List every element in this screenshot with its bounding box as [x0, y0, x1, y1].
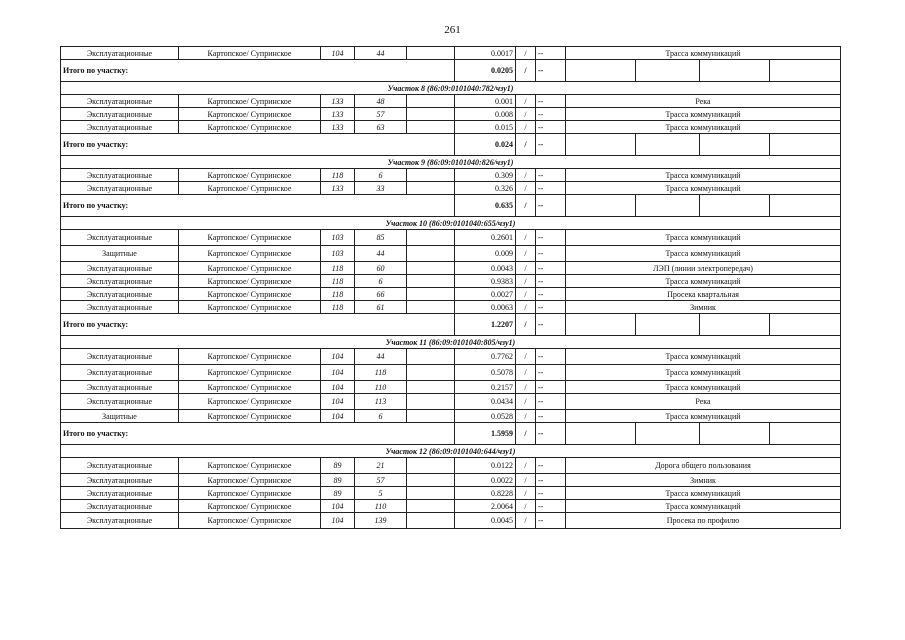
area-cell: 0.0045: [455, 513, 516, 529]
purpose-cell: Трасса коммуникаций: [566, 246, 841, 262]
empty-cell: [407, 246, 455, 262]
table-row: [61, 301, 841, 314]
vydel-cell: 61: [355, 301, 407, 314]
vydel-cell: 57: [355, 474, 407, 487]
location-cell: Картопское/ Супринское: [179, 381, 321, 394]
area-cell: 0.0434: [455, 394, 516, 410]
empty-cell: [566, 314, 636, 336]
location-cell: Картопское/ Супринское: [179, 410, 321, 423]
area-cell: 0.2601: [455, 230, 516, 246]
forest-plot-table: [60, 46, 841, 529]
subtotal-row: [61, 314, 841, 336]
kvartal-cell: 133: [321, 95, 355, 108]
extra-cell: --: [536, 134, 566, 156]
vydel-cell: 21: [355, 458, 407, 474]
separator-cell: /: [516, 513, 536, 529]
table-row: [61, 95, 841, 108]
purpose-cell: Трасса коммуникаций: [566, 410, 841, 423]
extra-cell: --: [536, 262, 566, 275]
empty-cell: [407, 95, 455, 108]
area-cell: 0.5078: [455, 365, 516, 381]
empty-cell: [566, 134, 636, 156]
vydel-cell: 66: [355, 288, 407, 301]
location-cell: Картопское/ Супринское: [179, 474, 321, 487]
kvartal-cell: 118: [321, 262, 355, 275]
separator-cell: /: [516, 365, 536, 381]
area-cell: 0.0528: [455, 410, 516, 423]
extra-cell: --: [536, 513, 566, 529]
extra-cell: --: [536, 47, 566, 60]
area-cell: 0.0027: [455, 288, 516, 301]
extra-cell: --: [536, 275, 566, 288]
empty-cell: [566, 60, 636, 82]
table-row: [61, 121, 841, 134]
section-title: Участок 9 (86:09:0101040:826/чзу1): [61, 156, 841, 169]
empty-cell: [636, 60, 700, 82]
extra-cell: --: [536, 458, 566, 474]
extra-cell: --: [536, 365, 566, 381]
vydel-cell: 110: [355, 381, 407, 394]
category-cell: Эксплуатационные: [61, 230, 179, 246]
category-cell: Эксплуатационные: [61, 288, 179, 301]
section-title: Участок 11 (86:09:0101040:805/чзу1): [61, 336, 841, 349]
empty-cell: [636, 134, 700, 156]
separator-cell: /: [516, 262, 536, 275]
subtotal-row: [61, 60, 841, 82]
area-cell: 2.0064: [455, 500, 516, 513]
separator-cell: /: [516, 394, 536, 410]
kvartal-cell: 104: [321, 381, 355, 394]
empty-cell: [407, 500, 455, 513]
table-row: [61, 500, 841, 513]
empty-cell: [636, 195, 700, 217]
separator-cell: /: [516, 169, 536, 182]
location-cell: Картопское/ Супринское: [179, 394, 321, 410]
table-row: [61, 487, 841, 500]
location-cell: Картопское/ Супринское: [179, 230, 321, 246]
category-cell: Эксплуатационные: [61, 474, 179, 487]
extra-cell: --: [536, 381, 566, 394]
section-title: Участок 12 (86:09:0101040:644/чзу1): [61, 445, 841, 458]
empty-cell: [407, 365, 455, 381]
kvartal-cell: 104: [321, 513, 355, 529]
kvartal-cell: 133: [321, 108, 355, 121]
subtotal-area: 0.024: [455, 134, 516, 156]
category-cell: Эксплуатационные: [61, 262, 179, 275]
vydel-cell: 139: [355, 513, 407, 529]
category-cell: Защитные: [61, 410, 179, 423]
separator-cell: /: [516, 108, 536, 121]
purpose-cell: Просека квартальная: [566, 288, 841, 301]
empty-cell: [407, 513, 455, 529]
extra-cell: --: [536, 410, 566, 423]
purpose-cell: Река: [566, 394, 841, 410]
empty-cell: [407, 182, 455, 195]
kvartal-cell: 104: [321, 349, 355, 365]
separator-cell: /: [516, 410, 536, 423]
empty-cell: [407, 169, 455, 182]
purpose-cell: Трасса коммуникаций: [566, 47, 841, 60]
category-cell: Эксплуатационные: [61, 513, 179, 529]
area-cell: 0.008: [455, 108, 516, 121]
table-row: [61, 169, 841, 182]
location-cell: Картопское/ Супринское: [179, 262, 321, 275]
kvartal-cell: 103: [321, 246, 355, 262]
kvartal-cell: 104: [321, 410, 355, 423]
section-header-row: [61, 336, 841, 349]
purpose-cell: Трасса коммуникаций: [566, 349, 841, 365]
category-cell: Эксплуатационные: [61, 95, 179, 108]
empty-cell: [407, 458, 455, 474]
separator-cell: /: [516, 458, 536, 474]
extra-cell: --: [536, 182, 566, 195]
table-row: [61, 474, 841, 487]
separator-cell: /: [516, 500, 536, 513]
empty-cell: [700, 423, 770, 445]
separator-cell: /: [516, 121, 536, 134]
table-row: [61, 275, 841, 288]
empty-cell: [700, 60, 770, 82]
kvartal-cell: 118: [321, 288, 355, 301]
table-row: [61, 513, 841, 529]
purpose-cell: Трасса коммуникаций: [566, 230, 841, 246]
section-header-row: [61, 156, 841, 169]
subtotal-label: Итого по участку:: [61, 60, 455, 82]
category-cell: Эксплуатационные: [61, 381, 179, 394]
table-body: [61, 47, 841, 529]
vydel-cell: 63: [355, 121, 407, 134]
purpose-cell: Дорога общего пользования: [566, 458, 841, 474]
location-cell: Картопское/ Супринское: [179, 288, 321, 301]
location-cell: Картопское/ Супринское: [179, 95, 321, 108]
kvartal-cell: 89: [321, 474, 355, 487]
area-cell: 0.0122: [455, 458, 516, 474]
table-row: [61, 365, 841, 381]
table-row: [61, 47, 841, 60]
separator-cell: /: [516, 60, 536, 82]
purpose-cell: Трасса коммуникаций: [566, 500, 841, 513]
kvartal-cell: 118: [321, 169, 355, 182]
location-cell: Картопское/ Супринское: [179, 275, 321, 288]
purpose-cell: Трасса коммуникаций: [566, 275, 841, 288]
kvartal-cell: 133: [321, 182, 355, 195]
kvartal-cell: 104: [321, 500, 355, 513]
subtotal-label: Итого по участку:: [61, 314, 455, 336]
section-title: Участок 8 (86:09:0101040:782/чзу1): [61, 82, 841, 95]
purpose-cell: Зимник: [566, 474, 841, 487]
extra-cell: --: [536, 423, 566, 445]
empty-cell: [407, 121, 455, 134]
area-cell: 0.2157: [455, 381, 516, 394]
vydel-cell: 118: [355, 365, 407, 381]
purpose-cell: Трасса коммуникаций: [566, 121, 841, 134]
extra-cell: --: [536, 349, 566, 365]
empty-cell: [636, 314, 700, 336]
section-header-row: [61, 82, 841, 95]
area-cell: 0.8228: [455, 487, 516, 500]
separator-cell: /: [516, 474, 536, 487]
empty-cell: [407, 275, 455, 288]
subtotal-label: Итого по участку:: [61, 423, 455, 445]
separator-cell: /: [516, 182, 536, 195]
area-cell: 0.0043: [455, 262, 516, 275]
table-row: [61, 108, 841, 121]
location-cell: Картопское/ Супринское: [179, 513, 321, 529]
category-cell: Эксплуатационные: [61, 108, 179, 121]
purpose-cell: Трасса коммуникаций: [566, 381, 841, 394]
empty-cell: [770, 314, 841, 336]
table-row: [61, 262, 841, 275]
separator-cell: /: [516, 195, 536, 217]
empty-cell: [700, 134, 770, 156]
separator-cell: /: [516, 47, 536, 60]
subtotal-row: [61, 195, 841, 217]
subtotal-area: 1.5959: [455, 423, 516, 445]
empty-cell: [407, 487, 455, 500]
vydel-cell: 113: [355, 394, 407, 410]
kvartal-cell: 89: [321, 458, 355, 474]
extra-cell: --: [536, 60, 566, 82]
subtotal-label: Итого по участку:: [61, 134, 455, 156]
purpose-cell: Трасса коммуникаций: [566, 108, 841, 121]
extra-cell: --: [536, 314, 566, 336]
table-row: [61, 394, 841, 410]
vydel-cell: 110: [355, 500, 407, 513]
vydel-cell: 57: [355, 108, 407, 121]
extra-cell: --: [536, 474, 566, 487]
subtotal-area: 0.635: [455, 195, 516, 217]
category-cell: Эксплуатационные: [61, 169, 179, 182]
area-cell: 0.309: [455, 169, 516, 182]
vydel-cell: 44: [355, 349, 407, 365]
category-cell: Эксплуатационные: [61, 121, 179, 134]
empty-cell: [566, 195, 636, 217]
category-cell: Защитные: [61, 246, 179, 262]
subtotal-area: 0.0205: [455, 60, 516, 82]
separator-cell: /: [516, 288, 536, 301]
vydel-cell: 33: [355, 182, 407, 195]
vydel-cell: 60: [355, 262, 407, 275]
extra-cell: --: [536, 195, 566, 217]
empty-cell: [636, 423, 700, 445]
kvartal-cell: 104: [321, 394, 355, 410]
kvartal-cell: 89: [321, 487, 355, 500]
extra-cell: --: [536, 169, 566, 182]
location-cell: Картопское/ Супринское: [179, 500, 321, 513]
area-cell: 0.001: [455, 95, 516, 108]
vydel-cell: 6: [355, 275, 407, 288]
vydel-cell: 44: [355, 246, 407, 262]
purpose-cell: Зимник: [566, 301, 841, 314]
purpose-cell: Трасса коммуникаций: [566, 169, 841, 182]
empty-cell: [407, 230, 455, 246]
separator-cell: /: [516, 95, 536, 108]
section-title: Участок 10 (86:09:0101040:655/чзу1): [61, 217, 841, 230]
separator-cell: /: [516, 301, 536, 314]
separator-cell: /: [516, 423, 536, 445]
empty-cell: [700, 314, 770, 336]
area-cell: 0.326: [455, 182, 516, 195]
extra-cell: --: [536, 394, 566, 410]
category-cell: Эксплуатационные: [61, 349, 179, 365]
subtotal-row: [61, 134, 841, 156]
separator-cell: /: [516, 381, 536, 394]
extra-cell: --: [536, 288, 566, 301]
empty-cell: [407, 349, 455, 365]
empty-cell: [407, 108, 455, 121]
separator-cell: /: [516, 134, 536, 156]
location-cell: Картопское/ Супринское: [179, 121, 321, 134]
separator-cell: /: [516, 275, 536, 288]
extra-cell: --: [536, 487, 566, 500]
purpose-cell: Трасса коммуникаций: [566, 365, 841, 381]
kvartal-cell: 118: [321, 275, 355, 288]
category-cell: Эксплуатационные: [61, 458, 179, 474]
separator-cell: /: [516, 314, 536, 336]
empty-cell: [407, 288, 455, 301]
empty-cell: [407, 301, 455, 314]
location-cell: Картопское/ Супринское: [179, 458, 321, 474]
empty-cell: [700, 195, 770, 217]
table-row: [61, 458, 841, 474]
empty-cell: [770, 423, 841, 445]
location-cell: Картопское/ Супринское: [179, 169, 321, 182]
empty-cell: [407, 394, 455, 410]
table-row: [61, 230, 841, 246]
vydel-cell: 44: [355, 47, 407, 60]
table-row: [61, 182, 841, 195]
vydel-cell: 85: [355, 230, 407, 246]
area-cell: 0.0017: [455, 47, 516, 60]
category-cell: Эксплуатационные: [61, 47, 179, 60]
empty-cell: [407, 262, 455, 275]
area-cell: 0.7762: [455, 349, 516, 365]
area-cell: 0.0063: [455, 301, 516, 314]
category-cell: Эксплуатационные: [61, 487, 179, 500]
separator-cell: /: [516, 349, 536, 365]
extra-cell: --: [536, 500, 566, 513]
category-cell: Эксплуатационные: [61, 394, 179, 410]
table-row: [61, 381, 841, 394]
category-cell: Эксплуатационные: [61, 500, 179, 513]
kvartal-cell: 103: [321, 230, 355, 246]
location-cell: Картопское/ Супринское: [179, 182, 321, 195]
area-cell: 0.9383: [455, 275, 516, 288]
extra-cell: --: [536, 301, 566, 314]
empty-cell: [566, 423, 636, 445]
purpose-cell: ЛЭП (линии электропередач): [566, 262, 841, 275]
separator-cell: /: [516, 487, 536, 500]
location-cell: Картопское/ Супринское: [179, 246, 321, 262]
category-cell: Эксплуатационные: [61, 182, 179, 195]
purpose-cell: Просека по профилю: [566, 513, 841, 529]
category-cell: Эксплуатационные: [61, 275, 179, 288]
area-cell: 0.0022: [455, 474, 516, 487]
vydel-cell: 5: [355, 487, 407, 500]
empty-cell: [770, 60, 841, 82]
purpose-cell: Трасса коммуникаций: [566, 487, 841, 500]
location-cell: Картопское/ Супринское: [179, 349, 321, 365]
area-cell: 0.015: [455, 121, 516, 134]
location-cell: Картопское/ Супринское: [179, 47, 321, 60]
extra-cell: --: [536, 230, 566, 246]
table-row: [61, 349, 841, 365]
location-cell: Картопское/ Супринское: [179, 487, 321, 500]
empty-cell: [407, 47, 455, 60]
vydel-cell: 6: [355, 410, 407, 423]
table-row: [61, 410, 841, 423]
table-row: [61, 246, 841, 262]
page-number: 261: [444, 24, 461, 36]
subtotal-area: 1.2207: [455, 314, 516, 336]
category-cell: Эксплуатационные: [61, 365, 179, 381]
kvartal-cell: 118: [321, 301, 355, 314]
separator-cell: /: [516, 246, 536, 262]
location-cell: Картопское/ Супринское: [179, 301, 321, 314]
location-cell: Картопское/ Супринское: [179, 108, 321, 121]
kvartal-cell: 133: [321, 121, 355, 134]
section-header-row: [61, 445, 841, 458]
vydel-cell: 6: [355, 169, 407, 182]
empty-cell: [770, 195, 841, 217]
kvartal-cell: 104: [321, 365, 355, 381]
empty-cell: [770, 134, 841, 156]
empty-cell: [407, 381, 455, 394]
section-header-row: [61, 217, 841, 230]
kvartal-cell: 104: [321, 47, 355, 60]
extra-cell: --: [536, 108, 566, 121]
empty-cell: [407, 410, 455, 423]
subtotal-label: Итого по участку:: [61, 195, 455, 217]
vydel-cell: 48: [355, 95, 407, 108]
area-cell: 0.009: [455, 246, 516, 262]
table-row: [61, 288, 841, 301]
subtotal-row: [61, 423, 841, 445]
purpose-cell: Трасса коммуникаций: [566, 182, 841, 195]
extra-cell: --: [536, 246, 566, 262]
purpose-cell: Река: [566, 95, 841, 108]
location-cell: Картопское/ Супринское: [179, 365, 321, 381]
extra-cell: --: [536, 95, 566, 108]
separator-cell: /: [516, 230, 536, 246]
empty-cell: [407, 474, 455, 487]
extra-cell: --: [536, 121, 566, 134]
category-cell: Эксплуатационные: [61, 301, 179, 314]
